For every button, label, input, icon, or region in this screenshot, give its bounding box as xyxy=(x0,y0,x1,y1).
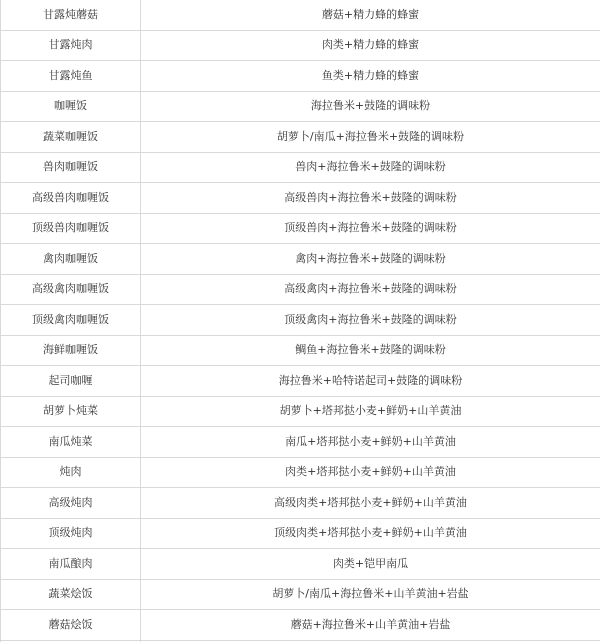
dish-name-cell: 咖喱饭 xyxy=(1,91,141,122)
recipe-cell: 高级禽肉+海拉鲁米+鼓隆的调味粉 xyxy=(141,274,600,305)
recipe-cell: 顶级兽肉+海拉鲁米+鼓隆的调味粉 xyxy=(141,213,600,244)
dish-name-cell: 炖肉 xyxy=(1,457,141,488)
table-row xyxy=(1,396,600,427)
recipe-cell: 海拉鲁米+哈特诺起司+鼓隆的调味粉 xyxy=(141,366,600,397)
recipe-cell: 顶级肉类+塔邦挞小麦+鲜奶+山羊黄油 xyxy=(141,518,600,549)
table-row xyxy=(1,91,600,122)
table-row xyxy=(1,488,600,519)
recipe-table-body xyxy=(1,0,600,642)
table-row xyxy=(1,61,600,92)
table-row xyxy=(1,335,600,366)
dish-name-cell: 蘑菇烩饭 xyxy=(1,610,141,641)
table-row xyxy=(1,427,600,458)
recipe-cell: 胡萝卜/南瓜+海拉鲁米+山羊黄油+岩盐 xyxy=(141,579,600,610)
dish-name-cell: 高级炖肉 xyxy=(1,488,141,519)
table-row xyxy=(1,610,600,641)
recipe-cell: 禽肉+海拉鲁米+鼓隆的调味粉 xyxy=(141,244,600,275)
recipe-cell: 肉类+精力蜂的蜂蜜 xyxy=(141,30,600,61)
table-row xyxy=(1,305,600,336)
dish-name-cell: 南瓜酿肉 xyxy=(1,549,141,580)
recipe-cell: 蘑菇+精力蜂的蜂蜜 xyxy=(141,0,600,30)
table-row xyxy=(1,366,600,397)
recipe-cell: 蘑菇+海拉鲁米+山羊黄油+岩盐 xyxy=(141,610,600,641)
table-row xyxy=(1,30,600,61)
table-row xyxy=(1,0,600,30)
dish-name-cell: 甘露炖鱼 xyxy=(1,61,141,92)
recipe-cell: 顶级禽肉+海拉鲁米+鼓隆的调味粉 xyxy=(141,305,600,336)
dish-name-cell: 高级兽肉咖喱饭 xyxy=(1,183,141,214)
dish-name-cell: 禽肉咖喱饭 xyxy=(1,244,141,275)
recipe-cell: 胡萝卜+塔邦挞小麦+鲜奶+山羊黄油 xyxy=(141,396,600,427)
table-row xyxy=(1,549,600,580)
table-row xyxy=(1,122,600,153)
dish-name-cell: 兽肉咖喱饭 xyxy=(1,152,141,183)
dish-name-cell: 顶级兽肉咖喱饭 xyxy=(1,213,141,244)
dish-name-cell: 南瓜炖菜 xyxy=(1,427,141,458)
table-row xyxy=(1,244,600,275)
dish-name-cell: 起司咖喱 xyxy=(1,366,141,397)
recipe-cell: 兽肉+海拉鲁米+鼓隆的调味粉 xyxy=(141,152,600,183)
table-row xyxy=(1,579,600,610)
table-row xyxy=(1,213,600,244)
dish-name-cell: 高级禽肉咖喱饭 xyxy=(1,274,141,305)
dish-name-cell: 蔬菜咖喱饭 xyxy=(1,122,141,153)
recipe-cell: 鱼类+精力蜂的蜂蜜 xyxy=(141,61,600,92)
recipe-cell: 南瓜+塔邦挞小麦+鲜奶+山羊黄油 xyxy=(141,427,600,458)
recipe-cell: 肉类+铠甲南瓜 xyxy=(141,549,600,580)
dish-name-cell: 胡萝卜炖菜 xyxy=(1,396,141,427)
recipe-cell: 海拉鲁米+鼓隆的调味粉 xyxy=(141,91,600,122)
dish-name-cell: 甘露炖蘑菇 xyxy=(1,0,141,30)
table-row xyxy=(1,457,600,488)
table-row xyxy=(1,183,600,214)
recipe-cell: 高级肉类+塔邦挞小麦+鲜奶+山羊黄油 xyxy=(141,488,600,519)
recipe-cell: 胡萝卜/南瓜+海拉鲁米+鼓隆的调味粉 xyxy=(141,122,600,153)
dish-name-cell: 甘露炖肉 xyxy=(1,30,141,61)
table-row xyxy=(1,518,600,549)
recipe-cell: 鲷鱼+海拉鲁米+鼓隆的调味粉 xyxy=(141,335,600,366)
table-row xyxy=(1,274,600,305)
dish-name-cell: 海鲜咖喱饭 xyxy=(1,335,141,366)
dish-name-cell: 蔬菜烩饭 xyxy=(1,579,141,610)
dish-name-cell: 顶级禽肉咖喱饭 xyxy=(1,305,141,336)
recipe-cell: 肉类+塔邦挞小麦+鲜奶+山羊黄油 xyxy=(141,457,600,488)
recipe-cell: 高级兽肉+海拉鲁米+鼓隆的调味粉 xyxy=(141,183,600,214)
table-row xyxy=(1,152,600,183)
dish-name-cell: 顶级炖肉 xyxy=(1,518,141,549)
